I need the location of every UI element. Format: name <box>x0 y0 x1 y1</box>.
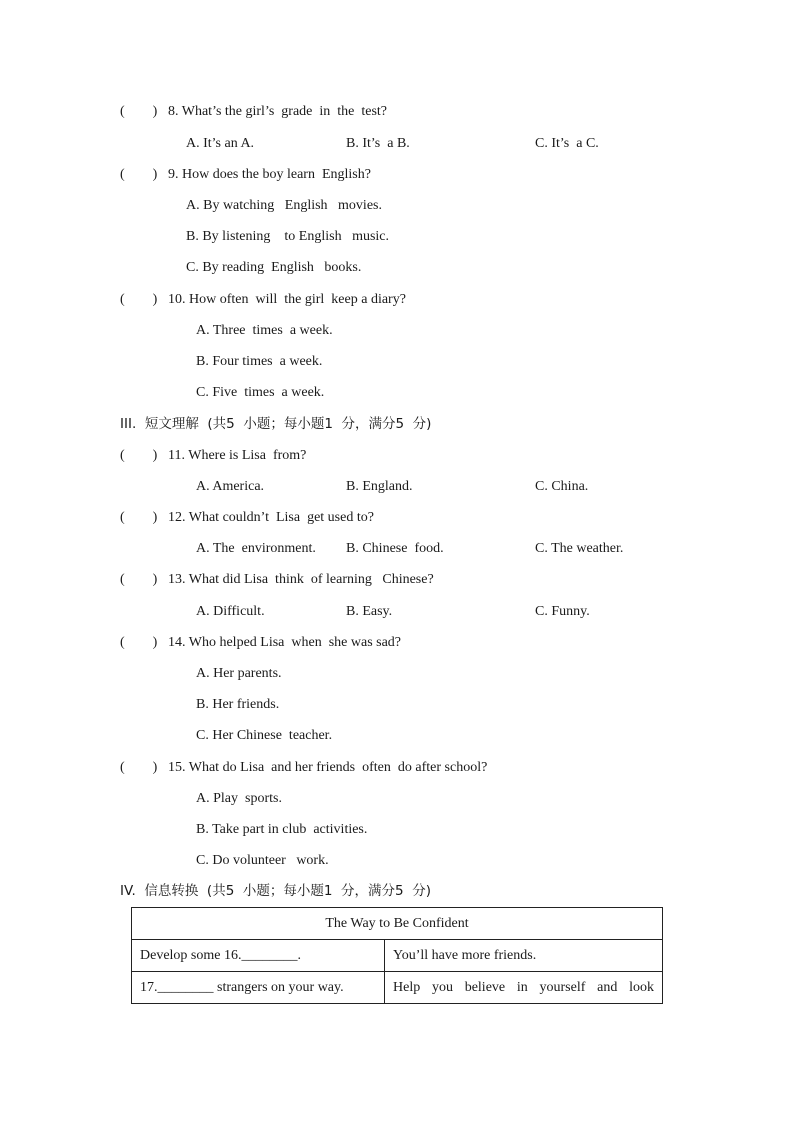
q9-option-b: B. By listening to English music. <box>186 229 390 244</box>
q15-option-a: A. Play sports. <box>196 791 282 806</box>
question-8-stem: 8. What’s the girl’s grade in the test? <box>168 104 388 119</box>
section-4-heading: IV. 信息转换 (共5 小题；每小题1 分，满分5 分) <box>120 883 431 899</box>
answer-paren[interactable]: ( ) <box>120 104 158 119</box>
q10-option-c: C. Five times a week. <box>196 385 325 400</box>
q8-option-b: B. It’s a B. <box>346 136 410 151</box>
q14-option-a: A. Her parents. <box>196 666 282 681</box>
answer-paren[interactable]: ( ) <box>120 635 158 650</box>
q13-option-b: B. Easy. <box>346 604 393 619</box>
q13-option-c: C. Funny. <box>535 604 590 619</box>
q14-option-b: B. Her friends. <box>196 697 280 712</box>
table-cell: Develop some 16.________. <box>132 940 385 972</box>
question-15-stem: 15. What do Lisa and her friends often do after school? <box>168 760 488 775</box>
q9-option-a: A. By watching English movies. <box>186 198 382 213</box>
table-row <box>132 940 663 972</box>
q10-option-a: A. Three times a week. <box>196 323 333 338</box>
answer-paren[interactable]: ( ) <box>120 448 158 463</box>
section-3-heading: III. 短文理解 (共5 小题；每小题1 分，满分5 分) <box>120 416 432 432</box>
q13-option-a: A. Difficult. <box>196 604 265 619</box>
question-11-stem: 11. Where is Lisa from? <box>168 448 307 463</box>
q11-option-b: B. England. <box>346 479 413 494</box>
table-cell: You’ll have more friends. <box>385 940 663 972</box>
q15-option-c: C. Do volunteer work. <box>196 853 329 868</box>
question-13-stem: 13. What did Lisa think of learning Chinese? <box>168 572 434 587</box>
q12-option-c: C. The weather. <box>535 541 624 556</box>
answer-paren[interactable]: ( ) <box>120 760 158 775</box>
question-12-stem: 12. What couldn’t Lisa get used to? <box>168 510 374 525</box>
answer-paren[interactable]: ( ) <box>120 572 158 587</box>
q12-option-b: B. Chinese food. <box>346 541 444 556</box>
table-cell: 17.________ strangers on your way. <box>132 972 385 1004</box>
table-row <box>132 972 663 1004</box>
question-14-stem: 14. Who helped Lisa when she was sad? <box>168 635 402 650</box>
q9-option-c: C. By reading English books. <box>186 260 362 275</box>
answer-paren[interactable]: ( ) <box>120 167 158 182</box>
question-9-stem: 9. How does the boy learn English? <box>168 167 371 182</box>
table-cell: Help you believe in yourself and look <box>385 972 663 1004</box>
q11-option-c: C. China. <box>535 479 589 494</box>
q10-option-b: B. Four times a week. <box>196 354 323 369</box>
answer-paren[interactable]: ( ) <box>120 510 158 525</box>
q14-option-c: C. Her Chinese teacher. <box>196 728 333 743</box>
table-title: The Way to Be Confident <box>132 908 663 940</box>
info-transfer-table <box>131 907 663 1004</box>
table-row <box>132 908 663 940</box>
q15-option-b: B. Take part in club activities. <box>196 822 368 837</box>
question-10-stem: 10. How often will the girl keep a diary? <box>168 292 406 307</box>
answer-paren[interactable]: ( ) <box>120 292 158 307</box>
q11-option-a: A. America. <box>196 479 265 494</box>
q12-option-a: A. The environment. <box>196 541 316 556</box>
q8-option-c: C. It’s a C. <box>535 136 599 151</box>
q8-option-a: A. It’s an A. <box>186 136 255 151</box>
